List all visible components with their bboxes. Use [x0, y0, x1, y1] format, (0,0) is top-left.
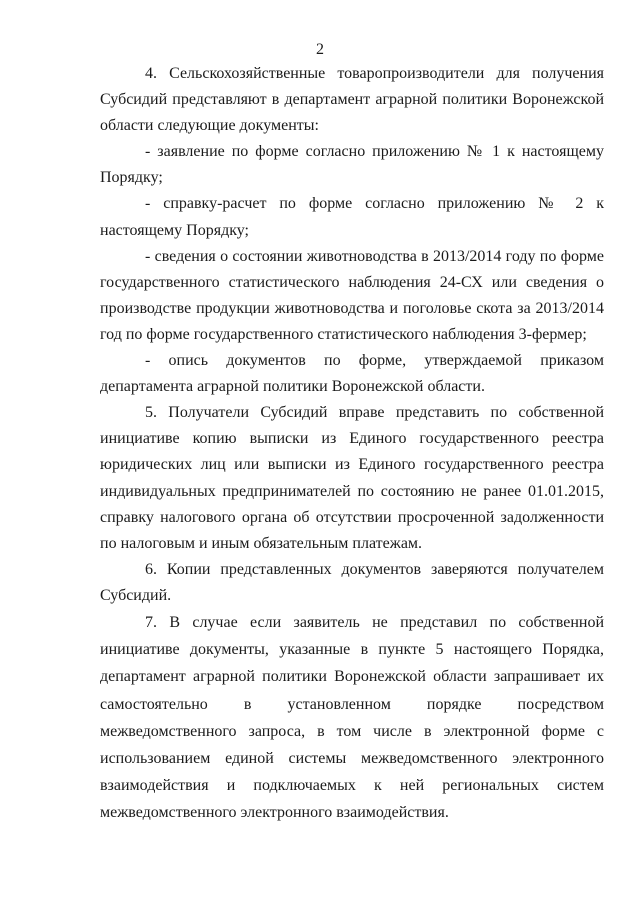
list-item-inventory: - опись документов по форме, утверждаемой приказом департамента аграрной политики Воронежской области. — [100, 352, 604, 396]
document-body — [100, 61, 604, 827]
list-item-livestock-info: - сведения о состоянии животноводства в 2013/2014 году по форме государственного статистического наблюдения 24-СХ или сведения о производстве продукции животноводства и поголовье скота за 2013/2014 год по форме государственного статистического наблюдения 3-фермер; — [100, 247, 604, 343]
paragraph-6: 6. Копии представленных документов заверяются получателем Субсидий. — [100, 560, 604, 604]
paragraph-7: 7. В случае если заявитель не представил по собственной инициативе документы, указанные в пункте 5 настоящего Порядка, департамент аграрной политики Воронежской области запрашивает их самостоятельно в установленном порядке посредством межведомственного запроса, в том числе в электронной форме с использованием единой системы межведомственного электронного взаимодействия и подключаемых к ней региональных систем межведомственного электронного взаимодействия. — [100, 613, 604, 822]
paragraph-5: 5. Получатели Субсидий вправе представить по собственной инициативе копию выписки из Единого государственного реестра юридических лиц или выписки из Единого государственного реестра индивидуальных предпринимателей по состоянию не ранее 01.01.2015, справку налогового органа об отсутствии просроченной задолженности по налоговым и иным обязательным платежам. — [100, 404, 604, 552]
page-number: 2 — [316, 41, 324, 58]
list-item-application: - заявление по форме согласно приложению № 1 к настоящему Порядку; — [100, 143, 604, 187]
list-item-calculation: - справку-расчет по форме согласно приложению № 2 к настоящему Порядку; — [100, 195, 604, 239]
paragraph-4-intro: 4. Сельскохозяйственные товаропроизводители для получения Субсидий представляют в департамент аграрной политики Воронежской области следующие документы: — [100, 65, 604, 135]
